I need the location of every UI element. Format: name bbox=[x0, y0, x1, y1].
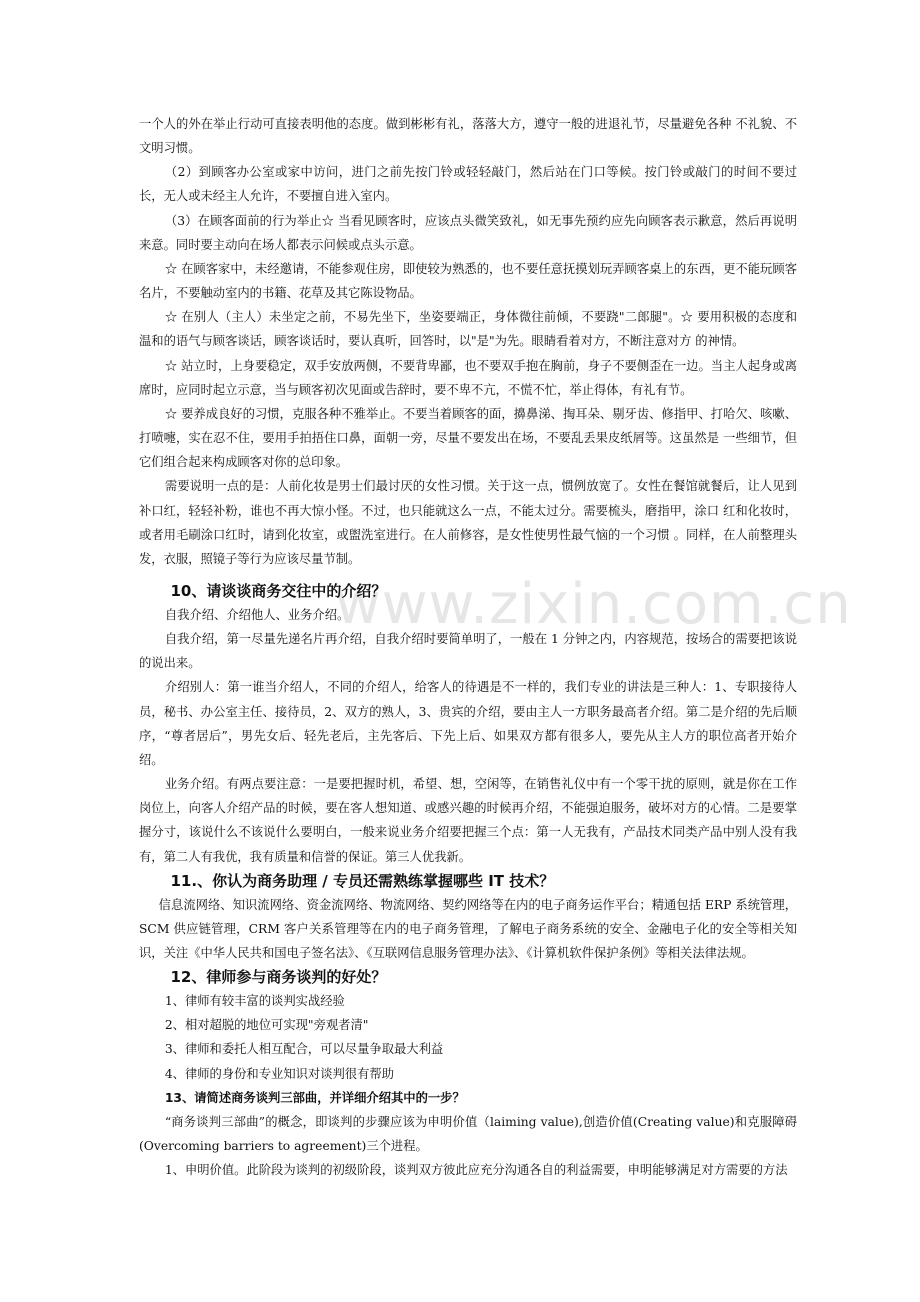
paragraph: （2）到顾客办公室或家中访问，进门之前先按门铃或轻轻敲门，然后站在门口等候。按门铃或敲门的时间不要过长，无人或未经主人允许，不要擅自进入室内。 bbox=[139, 165, 797, 204]
section-heading-q13: 13、请简述商务谈判三部曲，并详细介绍其中的一步？ bbox=[164, 1090, 465, 1105]
paragraph: 介绍别人：第一谁当介绍人，不同的介绍人，给客人的待遇是不一样的，我们专业的讲法是三种人：1、专职接待人员，秘书、办公室主任、接待员，2、双方的熟人，3、贵宾的介绍，要由主人一方职务最高者介绍。第二是介绍的先后顺序，“尊者居后”，男先女后、轻先老后，主先客后、下先上后、如果双方都有很多人，要先从主人方的职位高者开始介绍。 bbox=[139, 680, 797, 767]
paragraph: 需要说明一点的是：人前化妆是男士们最讨厌的女性习惯。关于这一点，惯例放宽了。女性在餐馆就餐后，让人见到补口红，轻轻补粉，谁也不再大惊小怪。不过，也只能就这么一点，不能太过分。需要梳头，磨指甲，涂口 红和化妆时，或者用毛刷涂口红时，请到化妆室，或盥洗室进行。在人前修容，是女性使男性最气恼的一个习惯 。同样，在人前整理头发，衣服，照镜子等行为应该尽量节制。 bbox=[139, 479, 797, 566]
paragraph: 信息流网络、知识流网络、资金流网络、物流网络、契约网络等在内的电子商务运作平台；精通包括 ERP 系统管理，SCM 供应链管理，CRM 客户关系管理等在内的电子商务管理，了解电子商务系统的安全、金融电子化的安全等相关知识，关注《中华人民共和国电子签名法》、《互联网信息服务管理办法》、《计算机软件保护条例》等相关法律法规。 bbox=[139, 897, 797, 960]
section-heading-q11: 11.、你认为商务助理 / 专员还需熟练掌握哪些 IT 技术？ bbox=[170, 871, 555, 890]
section-heading-q10: 10、请谈谈商务交往中的介绍？ bbox=[170, 581, 387, 600]
paragraph: 一个人的外在举止行动可直接表明他的态度。做到彬彬有礼，落落大方，遵守一般的进退礼节，尽量避免各种 不礼貌、不文明习惯。 bbox=[139, 117, 797, 156]
paragraph: 业务介绍。有两点要注意：一是要把握时机，希望、想，空闲等，在销售礼仪中有一个零干扰的原则，就是你在工作岗位上，向客人介绍产品的时候，要在客人想知道、或感兴趣的时候再介绍，不能强迫服务，破坏对方的心情。二是要掌握分寸，该说什么不该说什么要明白，一般来说业务介绍要把握三个点：第一人无我有，产品技术同类产品中别人没有我有，第二人有我优，我有质量和信誉的保证。第三人优我新。 bbox=[139, 777, 797, 864]
list-item: 4、律师的身份和专业知识对谈判很有帮助 bbox=[164, 1066, 394, 1081]
paragraph: 1、申明价值。此阶段为谈判的初级阶段，谈判双方彼此应充分沟通各自的利益需要，申明能够满足对方需要的方法 bbox=[164, 1163, 788, 1178]
section-heading-q12: 12、律师参与商务谈判的好处？ bbox=[170, 968, 387, 987]
paragraph: 自我介绍，第一尽量先递名片再介绍，自我介绍时要简单明了，一般在 1 分钟之内，内容规范，按场合的需要把该说的说出来。 bbox=[139, 632, 797, 671]
paragraph: ☆ 在顾客家中，未经邀请，不能参观住房，即使较为熟悉的，也不要任意抚摸划玩弄顾客桌上的东西，更不能玩顾客名片，不要触动室内的书籍、花草及其它陈设物品。 bbox=[139, 261, 797, 301]
paragraph: （3）在顾客面前的行为举止☆ 当看见顾客时，应该点头微笑致礼，如无事先预约应先向顾客表示歉意，然后再说明来意。同时要主动向在场人都表示问候或点头示意。 bbox=[139, 213, 797, 252]
document-page bbox=[139, 112, 797, 1182]
list-item: 1、律师有较丰富的谈判实战经验 bbox=[164, 994, 345, 1009]
paragraph: ☆ 在别人（主人）未坐定之前，不易先坐下，坐姿要端正，身体微往前倾，不要跷"二郎腿"。☆ 要用积极的态度和温和的语气与顾客谈话，顾客谈话时，要认真听，回答时，以"是"为先。眼睛看着对方，不断注意对方 的神情。 bbox=[139, 310, 797, 349]
watermark: www.zixin.com.cn bbox=[335, 572, 852, 637]
paragraph: ☆ 要养成良好的习惯，克服各种不雅举止。不要当着顾客的面，擤鼻涕、掏耳朵、剔牙齿、修指甲、打哈欠、咳嗽、打喷嚏，实在忍不住，要用手拍捂住口鼻，面朝一旁，尽量不要发出在场，不要乱丢果皮纸屑等。这虽然是 一些细节，但它们组合起来构成顾客对你的总印象。 bbox=[139, 406, 797, 470]
list-item: 2、相对超脱的地位可实现"旁观者清" bbox=[164, 1018, 369, 1033]
paragraph: ☆ 站立时，上身要稳定，双手安放两侧，不要背卑鄙，也不要双手抱在胸前，身子不要侧歪在一边。当主人起身或离席时，应同时起立示意，当与顾客初次见面或告辞时，要不卑不亢，不慌不忙，举止得体，有礼有节。 bbox=[139, 358, 797, 397]
list-item: 3、律师和委托人相互配合，可以尽量争取最大利益 bbox=[164, 1042, 444, 1057]
paragraph: “商务谈判三部曲”的概念，即谈判的步骤应该为申明价值（laiming value),创造价值(Creating value)和克服障碍(Overcoming barriers to agreement)三个进程。 bbox=[139, 1114, 797, 1154]
paragraph: 自我介绍、介绍他人、业务介绍。 bbox=[164, 607, 350, 622]
